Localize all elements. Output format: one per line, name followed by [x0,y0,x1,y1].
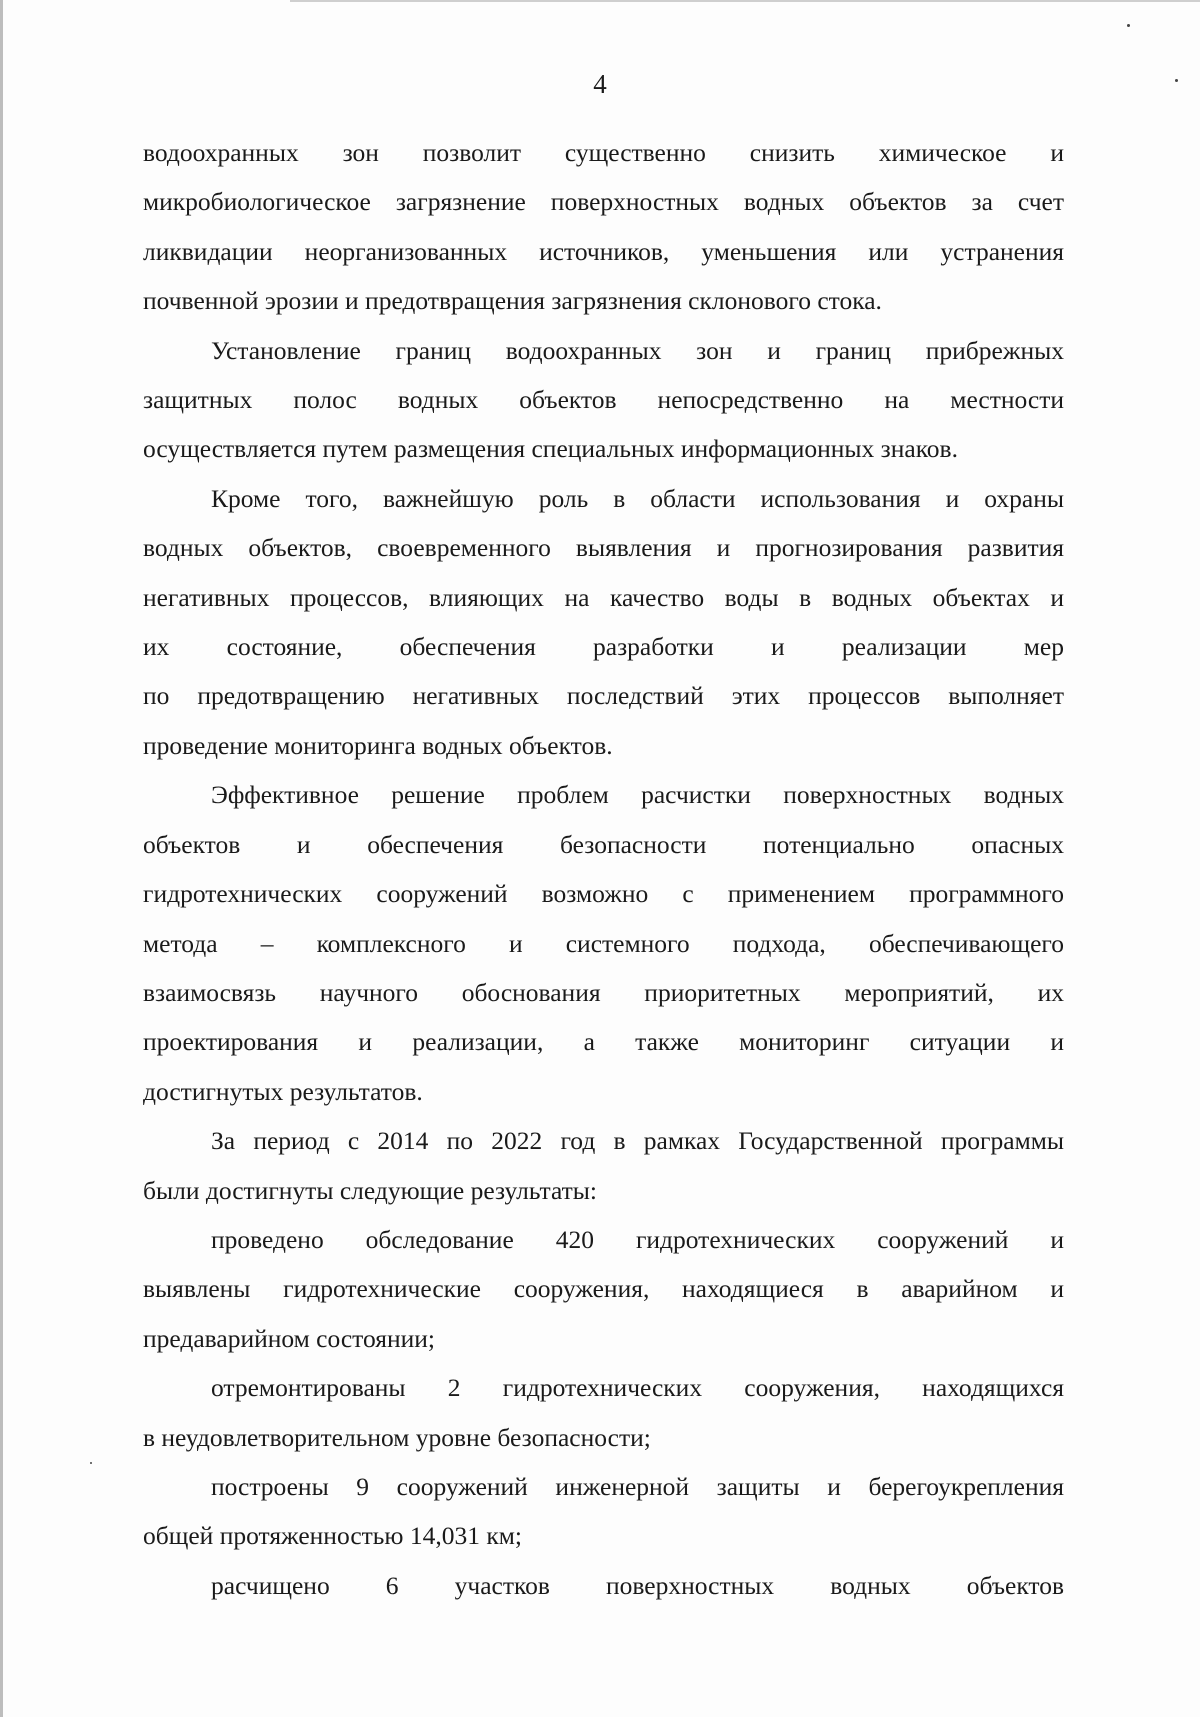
text-line: негативных процессов, влияющих на качество воды в водных объектах и [143,582,1064,612]
text-line: Установление границ водоохранных зон и границ прибрежных [211,335,1064,365]
paragraph [143,1462,1064,1561]
text-line: осуществляется путем размещения специальных информационных знаков. [143,434,958,464]
text-line: построены 9 сооружений инженерной защиты и берегоукрепления [211,1471,1064,1501]
text-line: выявлены гидротехнические сооружения, находящиеся в аварийном и [143,1274,1064,1304]
paragraph [143,770,1064,1116]
text-line: проектирования и реализации, а также мониторинг ситуации и [143,1027,1064,1057]
text-line: почвенной эрозии и предотвращения загрязнения склонового стока. [143,286,882,316]
text-line: были достигнуты следующие результаты: [143,1175,598,1205]
text-line: в неудовлетворительном уровне безопасности; [143,1422,651,1452]
text-line: микробиологическое загрязнение поверхностных водных объектов за счет [143,187,1064,217]
text-line: Кроме того, важнейшую роль в области использования и охраны [211,483,1064,513]
document-body [143,128,1064,1610]
text-line: по предотвращению негативных последствий этих процессов выполняет [143,681,1064,711]
text-line: метода – комплексного и системного подхода, обеспечивающего [143,928,1064,958]
scan-edge-left [0,0,3,1717]
text-line: отремонтированы 2 гидротехнических сооружения, находящихся [211,1373,1064,1403]
text-line: достигнутых результатов. [143,1076,423,1106]
scan-speck [1127,24,1130,27]
text-line: общей протяженностью 14,031 км; [143,1521,522,1551]
text-line: гидротехнических сооружений возможно с применением программного [143,879,1064,909]
text-line: расчищено 6 участков поверхностных водных объектов [211,1570,1064,1600]
page-number: 4 [593,69,607,99]
text-line: объектов и обеспечения безопасности потенциально опасных [143,829,1064,859]
paragraph [143,474,1064,770]
text-line: За период с 2014 по 2022 год в рамках Государственной программы [211,1126,1064,1156]
text-line: проведено обследование 420 гидротехнических сооружений и [211,1224,1064,1254]
text-line: взаимосвязь научного обоснования приоритетных мероприятий, их [143,977,1064,1007]
text-line: проведение мониторинга водных объектов. [143,730,613,760]
paragraph [143,1561,1064,1610]
scan-edge-top [290,0,1200,2]
text-line: защитных полос водных объектов непосредственно на местности [143,385,1064,415]
paragraph [143,1215,1064,1363]
paragraph [143,1363,1064,1462]
text-line: водоохранных зон позволит существенно снизить химическое и [143,138,1064,167]
paragraph [143,1116,1064,1215]
text-line: ликвидации неорганизованных источников, уменьшения или устранения [143,236,1064,266]
text-line: их состояние, обеспечения разработки и реализации мер [143,632,1064,662]
text-line: предаварийном состоянии; [143,1323,436,1353]
paragraph [143,128,1064,326]
text-line: Эффективное решение проблем расчистки поверхностных водных [211,780,1064,810]
scan-speck [90,1462,92,1464]
paragraph [143,326,1064,474]
text-line: водных объектов, своевременного выявления и прогнозирования развития [143,533,1064,563]
